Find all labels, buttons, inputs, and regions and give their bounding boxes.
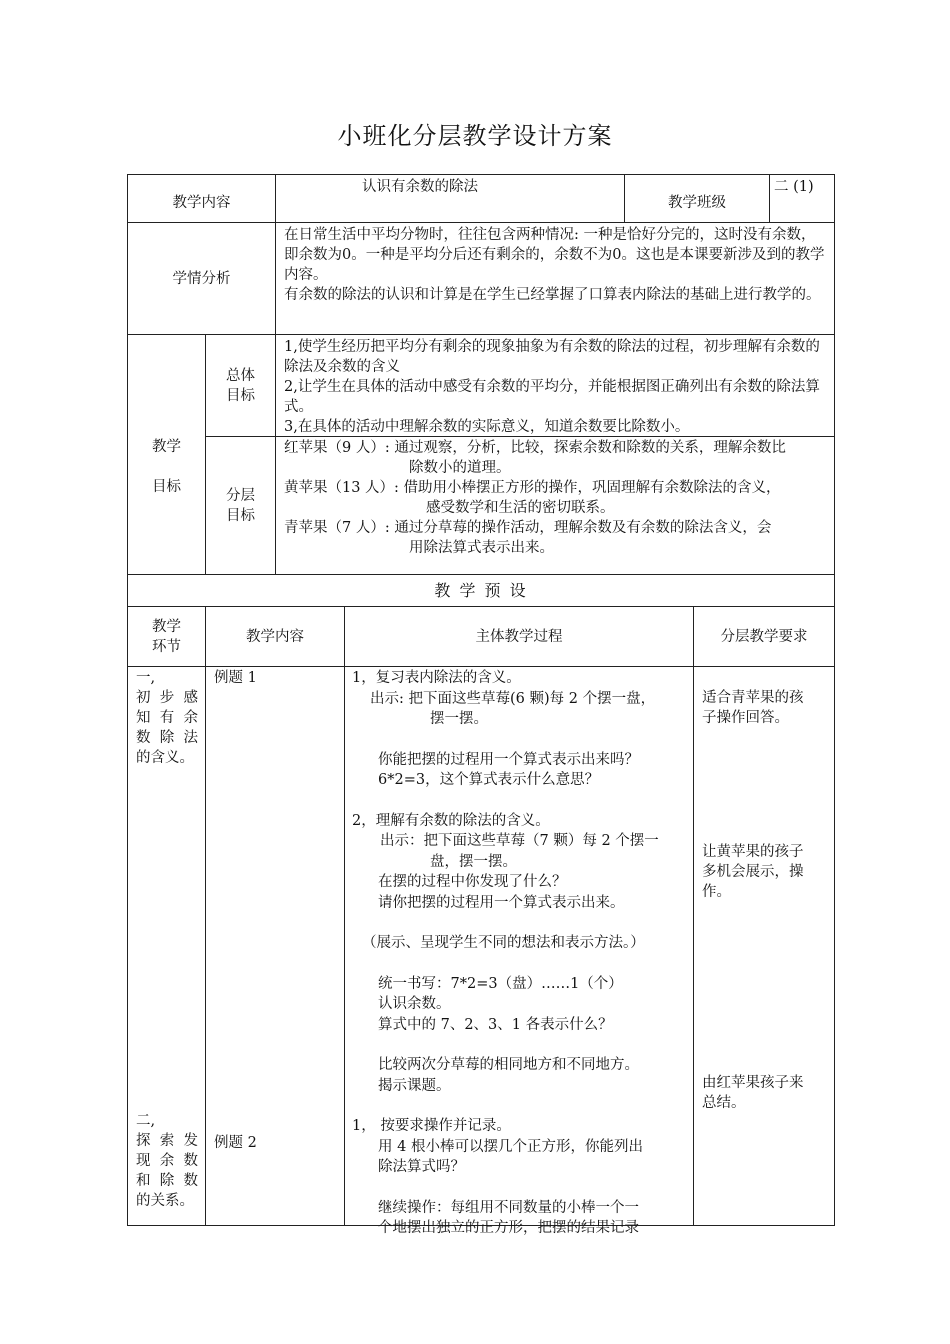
process-step-3: 1， 按要求操作并记录。 <box>352 1118 511 1134</box>
layered-goal-yellow-line1: 黄苹果（13 人）: 借助用小棒摆正方形的操作，巩固理解有余数除法的含义， <box>284 480 781 496</box>
content-label: 教学内容 <box>172 194 231 211</box>
example-1: 例题 1 <box>214 670 257 686</box>
process-line: 用 4 根小棒可以摆几个正方形，你能列出 <box>378 1138 643 1155</box>
process-line: 摆一摆。 <box>430 711 488 727</box>
stage-1-line: 的含义。 <box>136 750 194 766</box>
process-line: 揭示课题。 <box>378 1077 451 1094</box>
overall-goal-2: 2,让学生在具体的活动中感受有余数的平均分，并能根据图正确列出有余数的除法算式。 <box>284 379 820 415</box>
layer-req-green <box>702 688 830 728</box>
overall-goals-label <box>206 335 275 436</box>
page-title: 小班化分层教学设计方案 <box>337 122 613 150</box>
layered-goal-green-line1: 青苹果（7 人）: 通过分草莓的操作活动，理解余数及有余数的除法含义，会 <box>284 520 772 536</box>
process-line: 在摆的过程中你发现了什么？ <box>378 874 567 890</box>
stage-1-line: 数 除 法 <box>136 730 198 746</box>
analysis-paragraph-2: 有余数的除法的认识和计算是在学生已经掌握了口算表内除法的基础上进行教学的。 <box>284 287 821 303</box>
layered-goal-yellow-line2: 感受数学和生活的密切联系。 <box>426 500 615 516</box>
overall-goal-1: 1,使学生经历把平均分有剩余的现象抽象为有余数的除法的过程，初步理解有余数的除法及余数的含义 <box>284 339 820 375</box>
process-line: 6*2=3，这个算式表示什么意思？ <box>378 772 600 788</box>
col-process-header: 主体教学过程 <box>475 628 563 645</box>
process-text <box>352 668 692 1239</box>
layered-goals-text <box>284 438 830 574</box>
stage-1-line: 一, <box>136 670 156 686</box>
process-line: 算式中的 7、2、3、1 各表示什么？ <box>378 1016 613 1033</box>
stage-1 <box>136 668 198 768</box>
layered-goals-label <box>206 437 275 574</box>
process-line: 个地摆出独立的正方形，把摆的结果记录 <box>378 1220 639 1236</box>
process-step-2: 2，理解有余数的除法的含义。 <box>352 812 550 829</box>
layered-label-line1: 分层 <box>226 487 255 504</box>
process-line: （展示、呈现学生不同的想法和表示方法。） <box>362 935 645 951</box>
layer-req-line: 总结。 <box>702 1095 746 1111</box>
stage-1-line: 知 有 余 <box>136 710 198 726</box>
analysis-paragraph-1: 在日常生活中平均分物时，往往包含两种情况: 一种是恰好分完的，这时没有余数，即余数为0。一种是平均分后还有剩余的，余数不为0。这也是本课要新涉及到的教学内容。 <box>284 227 825 283</box>
layer-req-yellow <box>702 842 830 902</box>
layered-goal-red-line2: 除数小的道理。 <box>409 460 511 476</box>
analysis-text <box>284 225 828 333</box>
layer-req-line: 作。 <box>702 884 731 900</box>
overall-goal-3: 3,在具体的活动中理解余数的实际意义，知道余数要比除数小。 <box>284 419 690 435</box>
goals-label-line2: 目标 <box>152 479 181 495</box>
layer-req-line: 多机会展示，操 <box>702 864 804 880</box>
content-value: 认识有余数的除法 <box>362 179 478 195</box>
layer-req-line: 由红苹果孩子来 <box>702 1075 804 1091</box>
stage-2 <box>136 1111 198 1211</box>
stage-2-line: 现 余 数 <box>136 1153 198 1169</box>
col-content-header: 教学内容 <box>246 628 304 645</box>
stage-2-line: 探 索 发 <box>136 1133 198 1149</box>
process-line: 继续操作：每组用不同数量的小棒一个一 <box>378 1199 639 1216</box>
process-line: 除法算式吗？ <box>378 1159 465 1175</box>
col-stage-line1: 教学 <box>152 618 181 635</box>
process-line: 认识余数。 <box>378 996 451 1012</box>
layered-goal-red <box>284 438 830 478</box>
analysis-label: 学情分析 <box>172 270 231 287</box>
goals-label <box>128 335 205 574</box>
layered-goal-yellow <box>284 478 830 518</box>
stage-1-line: 初 步 感 <box>136 690 198 706</box>
class-label: 教学班级 <box>668 194 726 211</box>
overall-goals-text <box>284 337 828 436</box>
layer-req-line: 子操作回答。 <box>702 710 789 726</box>
layered-goal-red-line1: 红苹果（9 人）: 通过观察，分析，比较，探索余数和除数的关系，理解余数比 <box>284 440 786 456</box>
stage-2-line: 和 除 数 <box>136 1173 198 1189</box>
process-line: 比较两次分草莓的相同地方和不同地方。 <box>378 1057 639 1073</box>
col-stage-header <box>128 607 205 666</box>
process-line: 出示：把下面这些草莓（7 颗）每 2 个摆一 <box>380 833 659 849</box>
col-layer-header: 分层教学要求 <box>720 628 808 645</box>
preset-title: 教 学 预 设 <box>434 580 528 600</box>
process-line: 统一书写：7*2=3（盘）……1（个） <box>378 975 623 992</box>
col-stage-line2: 环节 <box>152 638 181 655</box>
layered-goal-green <box>284 518 830 558</box>
overall-label-line1: 总体 <box>226 367 255 384</box>
layered-label-line2: 目标 <box>226 507 255 524</box>
layer-req-line: 让黄苹果的孩子 <box>702 844 804 860</box>
stage-2-line: 二, <box>136 1113 156 1129</box>
stage-2-line: 的关系。 <box>136 1193 194 1209</box>
example-2: 例题 2 <box>214 1135 257 1151</box>
process-step-1: 1，复习表内除法的含义。 <box>352 670 521 686</box>
process-line: 出示: 把下面这些草莓(6 颗)每 2 个摆一盘， <box>370 690 656 707</box>
goals-label-line1: 教学 <box>152 439 181 455</box>
process-line: 你能把摆的过程用一个算式表示出来吗？ <box>378 751 639 768</box>
process-line: 请你把摆的过程用一个算式表示出来。 <box>378 894 625 911</box>
overall-label-line2: 目标 <box>226 387 255 404</box>
layer-req-red <box>702 1073 830 1113</box>
layered-goal-green-line2: 用除法算式表示出来。 <box>409 540 554 556</box>
process-line: 盘，摆一摆。 <box>430 853 517 870</box>
class-value: 二 (1) <box>774 179 814 195</box>
layer-req-line: 适合青苹果的孩 <box>702 690 804 706</box>
